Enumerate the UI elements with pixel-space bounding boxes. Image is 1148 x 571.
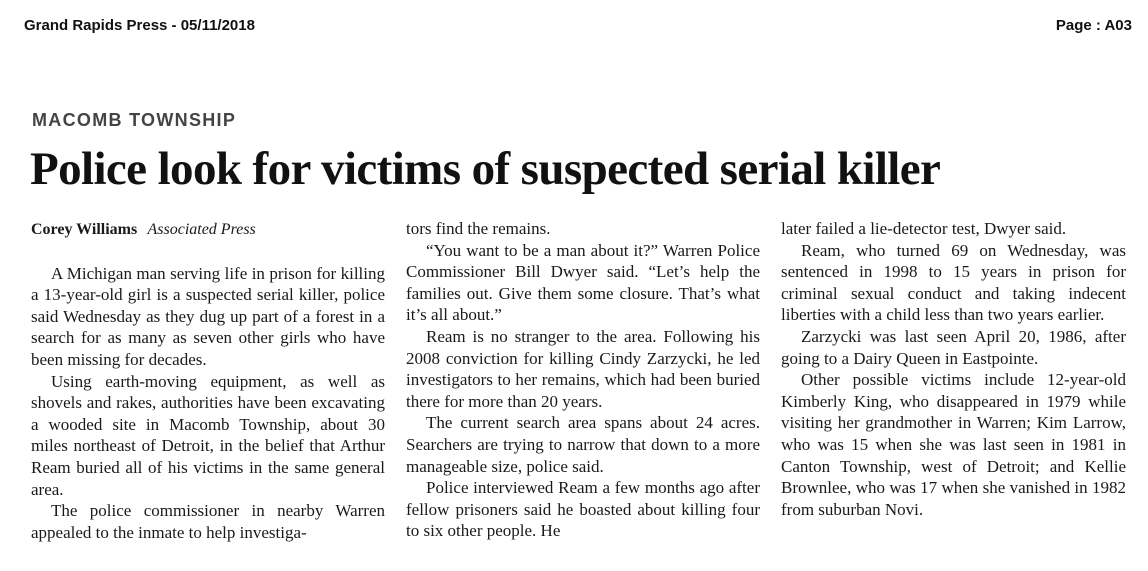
paragraph-continuation: tors find the remains. xyxy=(406,219,551,238)
page-number: Page : A03 xyxy=(1055,17,1132,34)
article-column-1 xyxy=(31,218,385,558)
section-kicker: MACOMB TOWNSHIP xyxy=(32,110,237,130)
byline xyxy=(31,218,385,241)
paragraph: The police commissioner in nearby Warren appealed to the inmate to help investiga- xyxy=(31,501,385,542)
byline-author: Corey Williams xyxy=(31,221,138,238)
paragraph: A Michigan man serving life in prison for killing a 13-year-old girl is a suspected serial killer, police said Wednesday as they dug up part of a forest in a search for as many as seven other girls who have been missing for decades. xyxy=(31,263,385,369)
paragraph: Police interviewed Ream a few months ago after fellow prisoners said he boasted about killing four to six other people. He xyxy=(406,478,760,541)
paragraph: “You want to be a man about it?” Warren Police Commissioner Bill Dwyer said. “Let’s help the families out. Give them some closure. That’s what it’s all about.” xyxy=(406,240,760,325)
headline: Police look for victims of suspected serial killer xyxy=(30,143,941,195)
paragraph: Ream is no stranger to the area. Following his 2008 conviction for killing Cindy Zarzycki, he led investigators to her remains, which had been buried there for more than 20 years. xyxy=(406,326,760,411)
paragraph: Using earth-moving equipment, as well as shovels and rakes, authorities have been excavating a wooded site in Macomb Township, about 30 miles northeast of Detroit, in the belief that Arthur Ream buried all of his victims in the same general area. xyxy=(31,371,385,499)
publication-date: Grand Rapids Press - 05/11/2018 xyxy=(24,17,255,34)
paragraph: Ream, who turned 69 on Wednesday, was sentenced in 1998 to 15 years in prison for criminal sexual conduct and taking indecent liberties with a child less than two years earlier. xyxy=(781,240,1126,325)
byline-agency: Associated Press xyxy=(147,221,256,238)
paragraph: The current search area spans about 24 acres. Searchers are trying to narrow that down to a more manageable size, police said. xyxy=(406,413,760,476)
article-column-3 xyxy=(781,218,1126,558)
paragraph: Other possible victims include 12-year-old Kimberly King, who disappeared in 1979 while visiting her grandmother in Warren; Kim Larrow, who was 15 when she was last seen in 1981 in Canton Township, west of Detroit; and Kellie Brownlee, who was 17 when she vanished in 1982 from suburban Novi. xyxy=(781,370,1126,519)
paragraph: Zarzycki was last seen April 20, 1986, after going to a Dairy Queen in Eastpointe. xyxy=(781,326,1126,368)
paragraph-continuation: later failed a lie-detector test, Dwyer said. xyxy=(781,219,1067,238)
article-column-2 xyxy=(406,218,760,558)
